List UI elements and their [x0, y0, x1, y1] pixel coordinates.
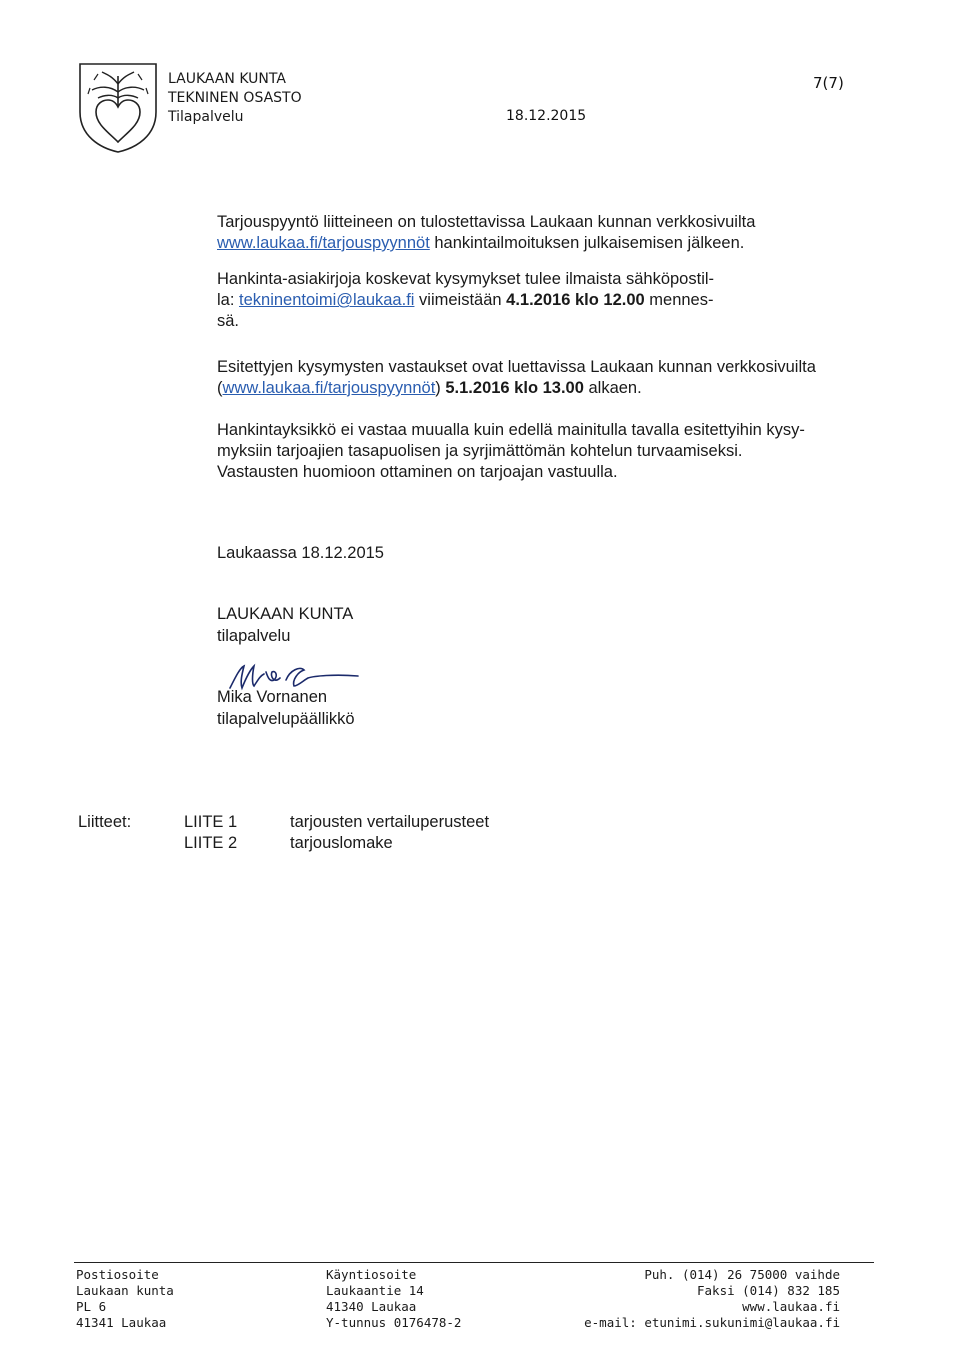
text-fragment: la: [217, 291, 240, 309]
footer-line: Laukaan kunta [76, 1283, 174, 1298]
text-line [217, 290, 877, 311]
attachment-description: tarjouslomake [290, 834, 393, 852]
text-line: myksiin tarjoajien tasapuolisen ja syrjimättömän kohtelun turvaamiseksi. [217, 442, 743, 460]
paragraph-answers [217, 357, 877, 399]
attachments-label: Liitteet: [78, 813, 132, 831]
text-fragment: hankintailmoituksen julkaisemisen jälkeen. [429, 234, 745, 252]
footer-email[interactable]: e-mail: etunimi.sukunimi@laukaa.fi [584, 1315, 840, 1330]
text-line: Hankintayksikkö ei vastaa muualla kuin edellä mainitulla tavalla esitettyihin kysy- [217, 421, 805, 439]
footer-phone: Puh. (014) 26 75000 vaihde [644, 1267, 840, 1282]
signature-org: LAUKAAN KUNTA [217, 605, 354, 623]
paragraph-disclaimer [217, 420, 877, 483]
attachment-id: LIITE 1 [184, 813, 238, 831]
footer-postal-address [76, 1267, 174, 1331]
footer-heading: Postiosoite [76, 1267, 159, 1282]
footer-line: PL 6 [76, 1299, 107, 1314]
text-line [217, 378, 877, 399]
attachment-description: tarjousten vertailuperusteet [290, 813, 490, 831]
footer-contact [560, 1267, 840, 1331]
text-line: Hankinta-asiakirjoja koskevat kysymykset tulee ilmaista sähköpostil- [217, 270, 715, 288]
signature-unit: tilapalvelu [217, 627, 291, 645]
answers-date: 5.1.2016 klo 13.00 [445, 379, 584, 397]
tender-link[interactable]: www.laukaa.fi/tarjouspyynnöt [217, 234, 430, 252]
footer-divider [74, 1262, 874, 1263]
org-name: LAUKAAN KUNTA [168, 71, 286, 87]
footer-heading: Käyntiosoite [326, 1267, 417, 1282]
footer-fax: Faksi (014) 832 185 [697, 1283, 840, 1298]
question-deadline: 4.1.2016 klo 12.00 [506, 291, 645, 309]
paragraph-availability [217, 212, 877, 254]
attachment-id: LIITE 2 [184, 834, 238, 852]
footer-line: 41341 Laukaa [76, 1315, 167, 1330]
text-line: sä. [217, 312, 240, 330]
footer-visiting-address [326, 1267, 461, 1331]
text-fragment: ( [217, 379, 223, 397]
organization-block [168, 70, 302, 127]
header-date: 18.12.2015 [506, 108, 587, 124]
footer-line: Y-tunnus 0176478-2 [326, 1315, 462, 1330]
text-line: Tarjouspyyntö liitteineen on tulostettavissa Laukaan kunnan verkkosivuilta [217, 213, 756, 231]
email-link[interactable]: tekninentoimi@laukaa.fi [239, 291, 415, 309]
text-line: Vastausten huomioon ottaminen on tarjoajan vastuulla. [217, 463, 618, 481]
footer-website[interactable]: www.laukaa.fi [742, 1299, 840, 1314]
text-fragment: viimeistään [414, 291, 507, 309]
footer-line: 41340 Laukaa [326, 1299, 417, 1314]
place-date: Laukaassa 18.12.2015 [217, 544, 384, 562]
paragraph-questions [217, 269, 877, 332]
text-fragment: mennes- [644, 291, 714, 309]
text-line: Esitettyjen kysymysten vastaukset ovat luettavissa Laukaan kunnan verkkosivuilta [217, 358, 816, 376]
signer-title: tilapalvelupäällikkö [217, 710, 355, 728]
signer-name: Mika Vornanen [217, 688, 328, 706]
tender-link[interactable]: www.laukaa.fi/tarjouspyynnöt [222, 379, 436, 397]
footer-line: Laukaantie 14 [326, 1283, 424, 1298]
page-number: 7(7) [813, 74, 844, 92]
municipal-crest-icon [78, 62, 158, 154]
text-fragment: ) [435, 379, 446, 397]
department-name: TEKNINEN OSASTO [168, 90, 302, 106]
text-fragment: alkaen. [583, 379, 642, 397]
text-line [217, 233, 877, 254]
unit-name: Tilapalvelu [168, 109, 244, 125]
